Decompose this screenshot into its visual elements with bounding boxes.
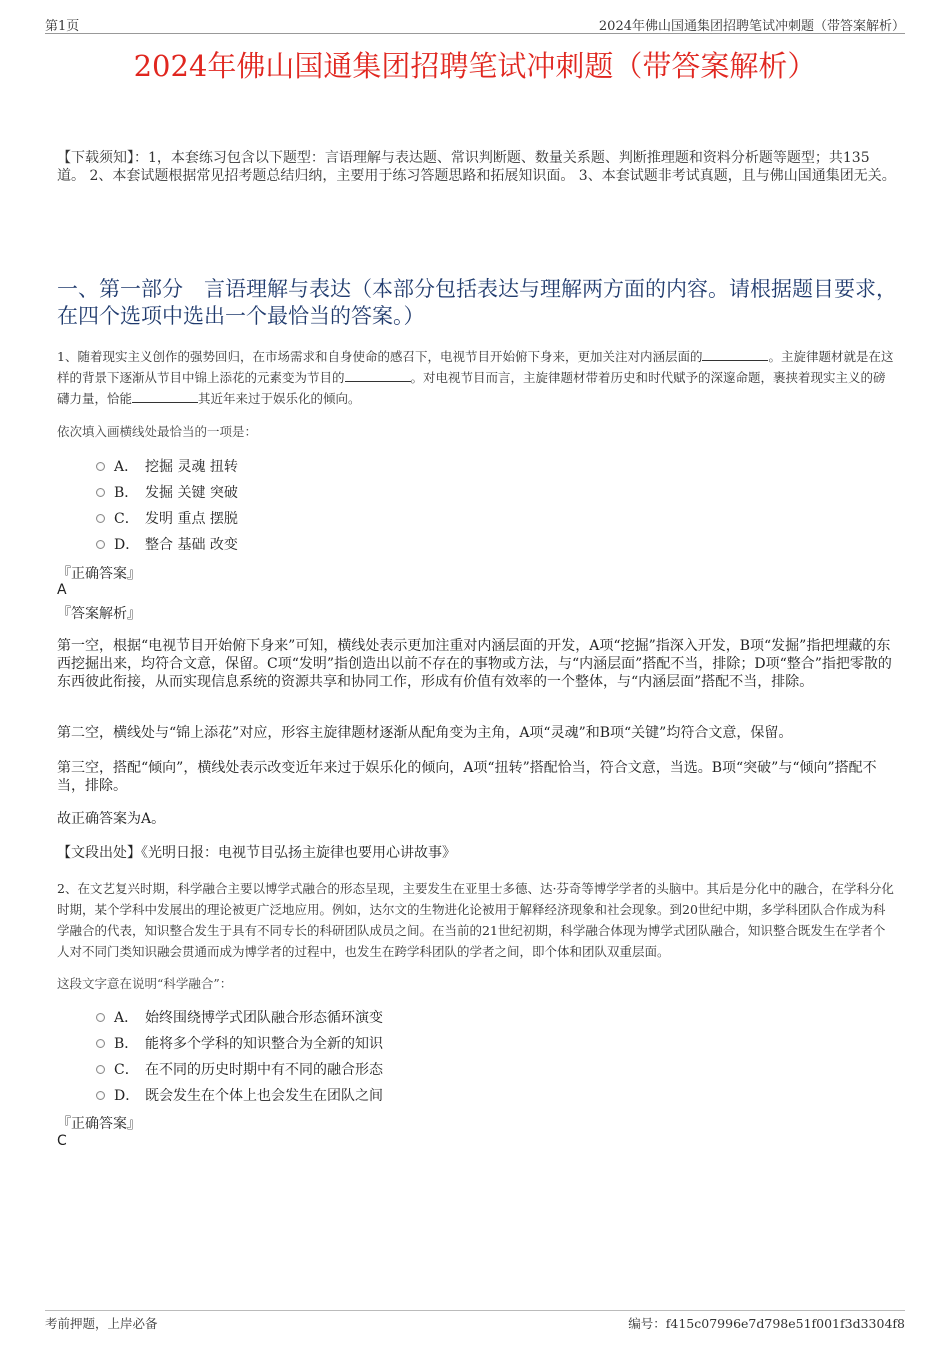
question-1-analysis-label: 『答案解析』 xyxy=(57,606,141,622)
option-letter: D． xyxy=(114,537,140,553)
option-text: 整合 基础 改变 xyxy=(145,537,238,553)
question-1-option-b[interactable] xyxy=(96,482,238,502)
analysis-paragraph-1: 第一空，根据“电视节目开始俯下身来”可知，横线处表示更加注重对内涵层面的开发，A项“挖掘”指深入开发，B项“发掘”指把埋藏的东西挖掘出来，均符合文意，保留。C项“发明”指创造出以前不存在的事物或方法，与“内涵层面”搭配不当，排除；D项“整合”指把零散的东西彼此衔接，从而实现信息系统的资源共享和协同工作，形成有价值有效率的一个整体，与“内涵层面”搭配不当，排除。 xyxy=(57,638,892,690)
question-1-text-part2: 。主旋律题材就是在这样的背景下逐渐从节目中锦上添花的元素变为节目的 xyxy=(57,349,894,385)
blank-1 xyxy=(702,348,768,361)
option-letter: D． xyxy=(114,1088,140,1104)
question-1-option-d[interactable] xyxy=(96,534,238,554)
option-text: 发明 重点 摆脱 xyxy=(145,511,238,527)
question-2-answer: C xyxy=(57,1133,67,1149)
option-letter: C． xyxy=(114,511,139,527)
radio-icon[interactable] xyxy=(96,1013,105,1022)
question-2-answer-label: 『正确答案』 xyxy=(57,1116,141,1132)
blank-2 xyxy=(345,369,411,382)
question-1-prompt: 依次填入画横线处最恰当的一项是： xyxy=(57,424,258,439)
question-1-text-part4: 其近年来过于娱乐化的倾向。 xyxy=(198,391,361,406)
question-2-stem: 2、在文艺复兴时期，科学融合主要以博学式融合的形态呈现，主要发生在亚里士多德、达·芬奇等博学学者的头脑中。其后是分化中的融合，在学科分化时期，某个学科中发展出的理论被更广泛地应用。例如，达尔文的生物进化论被用于解释经济现象和社会现象。到20世纪中期，多学科团队合作成为科学融合的代表，知识整合发生于具有不同专长的科研团队成员之间。在当前的21世纪初期，科学融合体现为博学式团队融合，知识整合既发生在学者个人对不同门类知识融会贯通而成为博学者的过程中，也发生在跨学科团队的学者之间，即个体和团队双重层面。 xyxy=(57,881,894,959)
option-text: 能将多个学科的知识整合为全新的知识 xyxy=(145,1036,383,1052)
radio-icon[interactable] xyxy=(96,540,105,549)
option-letter: B． xyxy=(114,1036,139,1052)
footer-slogan: 考前押题，上岸必备 xyxy=(45,1316,158,1331)
radio-icon[interactable] xyxy=(96,462,105,471)
radio-icon[interactable] xyxy=(96,1091,105,1100)
radio-icon[interactable] xyxy=(96,514,105,523)
option-text: 始终围绕博学式团队融合形态循环演变 xyxy=(145,1010,383,1026)
question-2-option-c[interactable] xyxy=(96,1059,383,1079)
option-letter: A． xyxy=(114,1010,139,1026)
document-title: 2024年佛山国通集团招聘笔试冲刺题（带答案解析） xyxy=(133,49,817,83)
question-1-text-part3: 。对电视节目而言，主旋律题材带着历史和时代赋予的深邃命题，裹挟着现实主义的磅礴力量，恰能 xyxy=(57,370,886,406)
analysis-conclusion: 故正确答案为A。 xyxy=(57,811,166,827)
option-letter: B． xyxy=(114,485,139,501)
blank-3 xyxy=(132,390,198,403)
question-1-option-a[interactable] xyxy=(96,456,238,476)
question-1-answer-label: 『正确答案』 xyxy=(57,566,141,582)
question-2-option-d[interactable] xyxy=(96,1085,383,1105)
footer-doc-id: 编号：f415c07996e7d798e51f001f3d3304f8 xyxy=(628,1316,905,1331)
option-text: 挖掘 灵魂 扭转 xyxy=(145,459,238,475)
question-1-answer: A xyxy=(57,582,67,598)
running-header-title: 2024年佛山国通集团招聘笔试冲刺题（带答案解析） xyxy=(598,19,905,34)
question-2-option-a[interactable] xyxy=(96,1007,383,1027)
source-citation: 【文段出处】《光明日报：电视节目弘扬主旋律也要用心讲故事》 xyxy=(57,845,456,861)
option-letter: A． xyxy=(114,459,139,475)
page-number: 第1页 xyxy=(45,19,80,34)
question-2-prompt: 这段文字意在说明“科学融合”： xyxy=(57,976,233,991)
section-heading: 一、第一部分 言语理解与表达（本部分包括表达与理解两方面的内容。请根据题目要求，在四个选项中选出一个最恰当的答案。） xyxy=(57,277,897,328)
option-letter: C． xyxy=(114,1062,139,1078)
radio-icon[interactable] xyxy=(96,1039,105,1048)
option-text: 发掘 关键 突破 xyxy=(145,485,238,501)
header-divider xyxy=(45,33,905,34)
option-text: 既会发生在个体上也会发生在团队之间 xyxy=(145,1088,383,1104)
question-1-stem xyxy=(57,346,897,409)
option-text: 在不同的历史时期中有不同的融合形态 xyxy=(145,1062,383,1078)
download-notice: 【下载须知】：1，本套练习包含以下题型：言语理解与表达题、常识判断题、数量关系题、判断推理题和资料分析题等题型；共135道。 2、本套试题根据常见招考题总结归纳，主要用于练习答题思路和拓展知识面。 3、本套试题非考试真题，且与佛山国通集团无关。 xyxy=(57,150,896,184)
footer-divider xyxy=(45,1310,905,1311)
analysis-paragraph-2: 第二空，横线处与“锦上添花”对应，形容主旋律题材逐渐从配角变为主角，A项“灵魂”和B项“关键”均符合文意，保留。 xyxy=(57,725,793,741)
question-1-text-part1: 1、随着现实主义创作的强势回归，在市场需求和自身使命的感召下，电视节目开始俯下身来，更加关注对内涵层面的 xyxy=(57,349,703,364)
radio-icon[interactable] xyxy=(96,1065,105,1074)
analysis-paragraph-3: 第三空，搭配“倾向”，横线处表示改变近年来过于娱乐化的倾向，A项“扭转”搭配恰当，符合文意，当选。B项“突破”与“倾向”搭配不当，排除。 xyxy=(57,760,877,794)
radio-icon[interactable] xyxy=(96,488,105,497)
question-2-option-b[interactable] xyxy=(96,1033,383,1053)
question-1-option-c[interactable] xyxy=(96,508,238,528)
